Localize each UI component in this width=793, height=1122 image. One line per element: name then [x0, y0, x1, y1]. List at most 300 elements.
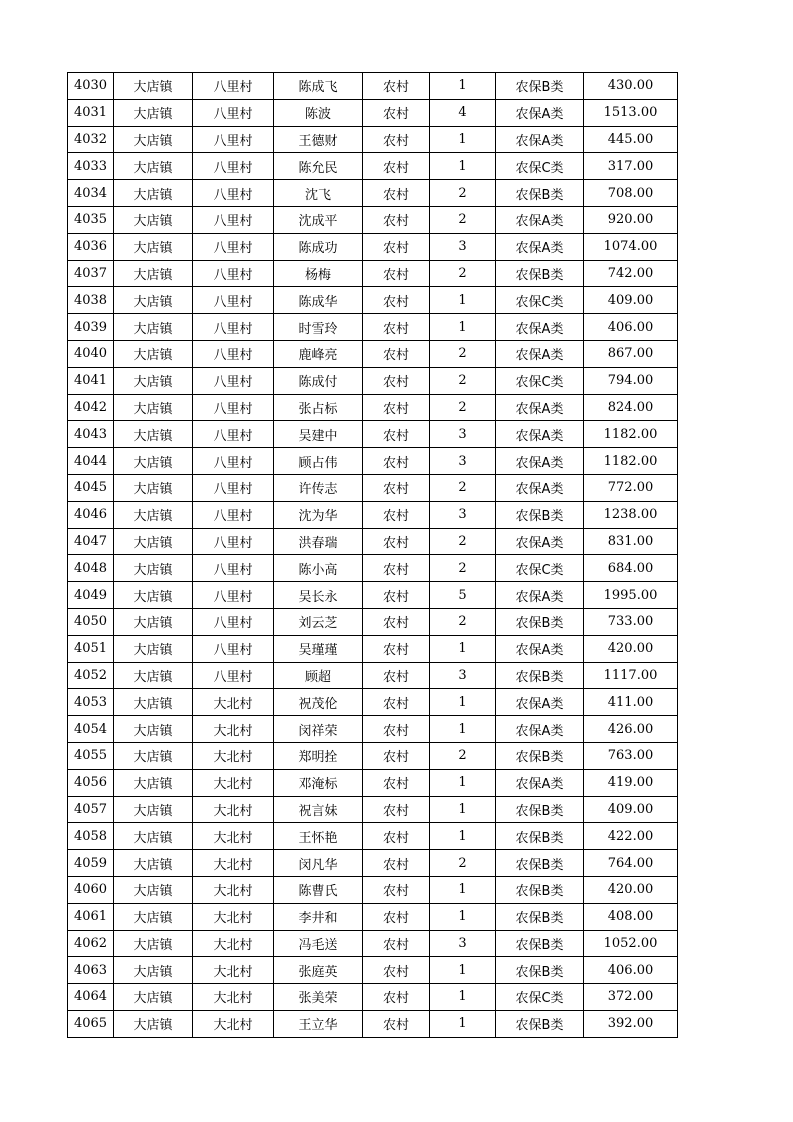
insurance-category-cell: 农保A类 [496, 448, 584, 475]
insurance-category-cell: 农保C类 [496, 367, 584, 394]
table-row [68, 608, 678, 635]
insurance-category-cell: 农保B类 [496, 1010, 584, 1037]
household-count-cell: 2 [430, 608, 496, 635]
row-number-cell: 4057 [68, 796, 114, 823]
records-table [67, 72, 678, 1038]
area-type-cell: 农村 [363, 126, 430, 153]
row-number-cell: 4059 [68, 850, 114, 877]
name-cell: 沈为华 [274, 501, 363, 528]
row-number-cell: 4031 [68, 99, 114, 126]
name-cell: 吴建中 [274, 421, 363, 448]
insurance-category-cell: 农保A类 [496, 421, 584, 448]
table-row [68, 73, 678, 100]
insurance-category-cell: 农保B类 [496, 930, 584, 957]
village-cell: 八里村 [193, 180, 274, 207]
insurance-category-cell: 农保C类 [496, 153, 584, 180]
row-number-cell: 4049 [68, 582, 114, 609]
town-cell: 大店镇 [114, 260, 193, 287]
town-cell: 大店镇 [114, 662, 193, 689]
table-row [68, 474, 678, 501]
village-cell: 八里村 [193, 662, 274, 689]
town-cell: 大店镇 [114, 582, 193, 609]
area-type-cell: 农村 [363, 957, 430, 984]
row-number-cell: 4060 [68, 876, 114, 903]
area-type-cell: 农村 [363, 742, 430, 769]
table-body [68, 73, 678, 1038]
amount-cell: 445.00 [584, 126, 678, 153]
town-cell: 大店镇 [114, 689, 193, 716]
table-row [68, 876, 678, 903]
table-row [68, 769, 678, 796]
amount-cell: 317.00 [584, 153, 678, 180]
area-type-cell: 农村 [363, 876, 430, 903]
household-count-cell: 1 [430, 716, 496, 743]
amount-cell: 772.00 [584, 474, 678, 501]
amount-cell: 409.00 [584, 287, 678, 314]
insurance-category-cell: 农保C类 [496, 555, 584, 582]
household-count-cell: 3 [430, 662, 496, 689]
household-count-cell: 2 [430, 367, 496, 394]
insurance-category-cell: 农保A类 [496, 635, 584, 662]
insurance-category-cell: 农保A类 [496, 233, 584, 260]
table-row [68, 394, 678, 421]
row-number-cell: 4044 [68, 448, 114, 475]
household-count-cell: 1 [430, 126, 496, 153]
amount-cell: 1074.00 [584, 233, 678, 260]
village-cell: 八里村 [193, 474, 274, 501]
name-cell: 许传志 [274, 474, 363, 501]
household-count-cell: 1 [430, 73, 496, 100]
name-cell: 洪春瑞 [274, 528, 363, 555]
table-row [68, 448, 678, 475]
table-row [68, 260, 678, 287]
name-cell: 陈成飞 [274, 73, 363, 100]
household-count-cell: 1 [430, 796, 496, 823]
amount-cell: 1182.00 [584, 421, 678, 448]
row-number-cell: 4043 [68, 421, 114, 448]
name-cell: 王德财 [274, 126, 363, 153]
village-cell: 八里村 [193, 582, 274, 609]
row-number-cell: 4048 [68, 555, 114, 582]
area-type-cell: 农村 [363, 73, 430, 100]
row-number-cell: 4041 [68, 367, 114, 394]
town-cell: 大店镇 [114, 126, 193, 153]
household-count-cell: 3 [430, 421, 496, 448]
village-cell: 八里村 [193, 501, 274, 528]
household-count-cell: 3 [430, 501, 496, 528]
village-cell: 八里村 [193, 448, 274, 475]
insurance-category-cell: 农保B类 [496, 742, 584, 769]
town-cell: 大店镇 [114, 769, 193, 796]
town-cell: 大店镇 [114, 528, 193, 555]
name-cell: 时雪玲 [274, 314, 363, 341]
row-number-cell: 4047 [68, 528, 114, 555]
village-cell: 大北村 [193, 716, 274, 743]
amount-cell: 406.00 [584, 314, 678, 341]
town-cell: 大店镇 [114, 233, 193, 260]
table-row [68, 126, 678, 153]
table-row [68, 635, 678, 662]
town-cell: 大店镇 [114, 394, 193, 421]
table-row [68, 796, 678, 823]
village-cell: 八里村 [193, 608, 274, 635]
insurance-category-cell: 农保A类 [496, 582, 584, 609]
household-count-cell: 3 [430, 930, 496, 957]
household-count-cell: 2 [430, 528, 496, 555]
insurance-category-cell: 农保A类 [496, 394, 584, 421]
area-type-cell: 农村 [363, 340, 430, 367]
name-cell: 王怀艳 [274, 823, 363, 850]
village-cell: 八里村 [193, 421, 274, 448]
amount-cell: 430.00 [584, 73, 678, 100]
name-cell: 张庭英 [274, 957, 363, 984]
amount-cell: 408.00 [584, 903, 678, 930]
table-row [68, 850, 678, 877]
village-cell: 八里村 [193, 126, 274, 153]
household-count-cell: 1 [430, 903, 496, 930]
town-cell: 大店镇 [114, 153, 193, 180]
row-number-cell: 4053 [68, 689, 114, 716]
name-cell: 陈成功 [274, 233, 363, 260]
name-cell: 陈成付 [274, 367, 363, 394]
amount-cell: 1995.00 [584, 582, 678, 609]
row-number-cell: 4061 [68, 903, 114, 930]
town-cell: 大店镇 [114, 984, 193, 1011]
name-cell: 陈允民 [274, 153, 363, 180]
insurance-category-cell: 农保B类 [496, 260, 584, 287]
amount-cell: 1052.00 [584, 930, 678, 957]
area-type-cell: 农村 [363, 769, 430, 796]
household-count-cell: 1 [430, 287, 496, 314]
amount-cell: 392.00 [584, 1010, 678, 1037]
village-cell: 八里村 [193, 73, 274, 100]
insurance-category-cell: 农保B类 [496, 823, 584, 850]
row-number-cell: 4063 [68, 957, 114, 984]
insurance-category-cell: 农保B类 [496, 73, 584, 100]
area-type-cell: 农村 [363, 635, 430, 662]
town-cell: 大店镇 [114, 287, 193, 314]
row-number-cell: 4034 [68, 180, 114, 207]
household-count-cell: 2 [430, 850, 496, 877]
insurance-category-cell: 农保A类 [496, 126, 584, 153]
village-cell: 大北村 [193, 876, 274, 903]
area-type-cell: 农村 [363, 689, 430, 716]
town-cell: 大店镇 [114, 73, 193, 100]
town-cell: 大店镇 [114, 448, 193, 475]
area-type-cell: 农村 [363, 1010, 430, 1037]
amount-cell: 411.00 [584, 689, 678, 716]
amount-cell: 419.00 [584, 769, 678, 796]
name-cell: 杨梅 [274, 260, 363, 287]
table-row [68, 287, 678, 314]
town-cell: 大店镇 [114, 716, 193, 743]
household-count-cell: 1 [430, 635, 496, 662]
name-cell: 顾占伟 [274, 448, 363, 475]
area-type-cell: 农村 [363, 474, 430, 501]
table-row [68, 742, 678, 769]
village-cell: 大北村 [193, 984, 274, 1011]
insurance-category-cell: 农保C类 [496, 984, 584, 1011]
insurance-category-cell: 农保A类 [496, 206, 584, 233]
area-type-cell: 农村 [363, 796, 430, 823]
table-row [68, 180, 678, 207]
household-count-cell: 1 [430, 823, 496, 850]
area-type-cell: 农村 [363, 287, 430, 314]
village-cell: 大北村 [193, 850, 274, 877]
name-cell: 吴长永 [274, 582, 363, 609]
village-cell: 大北村 [193, 823, 274, 850]
household-count-cell: 2 [430, 260, 496, 287]
area-type-cell: 农村 [363, 608, 430, 635]
household-count-cell: 2 [430, 555, 496, 582]
household-count-cell: 1 [430, 1010, 496, 1037]
row-number-cell: 4045 [68, 474, 114, 501]
area-type-cell: 农村 [363, 823, 430, 850]
insurance-category-cell: 农保B类 [496, 501, 584, 528]
table-row [68, 582, 678, 609]
area-type-cell: 农村 [363, 206, 430, 233]
household-count-cell: 3 [430, 448, 496, 475]
village-cell: 大北村 [193, 769, 274, 796]
area-type-cell: 农村 [363, 260, 430, 287]
row-number-cell: 4056 [68, 769, 114, 796]
town-cell: 大店镇 [114, 474, 193, 501]
insurance-category-cell: 农保A类 [496, 474, 584, 501]
amount-cell: 406.00 [584, 957, 678, 984]
town-cell: 大店镇 [114, 957, 193, 984]
name-cell: 闵祥荣 [274, 716, 363, 743]
table-row [68, 367, 678, 394]
table-row [68, 555, 678, 582]
household-count-cell: 2 [430, 394, 496, 421]
village-cell: 八里村 [193, 287, 274, 314]
name-cell: 吴瑾瑾 [274, 635, 363, 662]
name-cell: 李井和 [274, 903, 363, 930]
table-row [68, 153, 678, 180]
amount-cell: 1513.00 [584, 99, 678, 126]
area-type-cell: 农村 [363, 233, 430, 260]
table-row [68, 528, 678, 555]
row-number-cell: 4051 [68, 635, 114, 662]
name-cell: 郑明拴 [274, 742, 363, 769]
insurance-category-cell: 农保A类 [496, 528, 584, 555]
row-number-cell: 4058 [68, 823, 114, 850]
town-cell: 大店镇 [114, 742, 193, 769]
name-cell: 陈波 [274, 99, 363, 126]
village-cell: 八里村 [193, 206, 274, 233]
amount-cell: 742.00 [584, 260, 678, 287]
town-cell: 大店镇 [114, 876, 193, 903]
village-cell: 八里村 [193, 314, 274, 341]
name-cell: 陈小高 [274, 555, 363, 582]
table-row [68, 99, 678, 126]
row-number-cell: 4062 [68, 930, 114, 957]
amount-cell: 867.00 [584, 340, 678, 367]
town-cell: 大店镇 [114, 903, 193, 930]
area-type-cell: 农村 [363, 555, 430, 582]
row-number-cell: 4040 [68, 340, 114, 367]
insurance-category-cell: 农保C类 [496, 287, 584, 314]
row-number-cell: 4037 [68, 260, 114, 287]
amount-cell: 763.00 [584, 742, 678, 769]
name-cell: 刘云芝 [274, 608, 363, 635]
row-number-cell: 4052 [68, 662, 114, 689]
insurance-category-cell: 农保B类 [496, 662, 584, 689]
table-row [68, 421, 678, 448]
village-cell: 大北村 [193, 796, 274, 823]
amount-cell: 708.00 [584, 180, 678, 207]
table-row [68, 340, 678, 367]
town-cell: 大店镇 [114, 421, 193, 448]
insurance-category-cell: 农保A类 [496, 99, 584, 126]
amount-cell: 1117.00 [584, 662, 678, 689]
village-cell: 八里村 [193, 394, 274, 421]
insurance-category-cell: 农保B类 [496, 608, 584, 635]
insurance-category-cell: 农保B类 [496, 903, 584, 930]
amount-cell: 684.00 [584, 555, 678, 582]
amount-cell: 372.00 [584, 984, 678, 1011]
table-row [68, 233, 678, 260]
town-cell: 大店镇 [114, 99, 193, 126]
village-cell: 大北村 [193, 742, 274, 769]
amount-cell: 422.00 [584, 823, 678, 850]
amount-cell: 764.00 [584, 850, 678, 877]
name-cell: 邓淹标 [274, 769, 363, 796]
village-cell: 八里村 [193, 635, 274, 662]
row-number-cell: 4050 [68, 608, 114, 635]
amount-cell: 920.00 [584, 206, 678, 233]
area-type-cell: 农村 [363, 501, 430, 528]
name-cell: 顾超 [274, 662, 363, 689]
table-row [68, 903, 678, 930]
row-number-cell: 4032 [68, 126, 114, 153]
household-count-cell: 1 [430, 689, 496, 716]
name-cell: 祝茂伦 [274, 689, 363, 716]
village-cell: 八里村 [193, 99, 274, 126]
town-cell: 大店镇 [114, 796, 193, 823]
table-row [68, 1010, 678, 1037]
name-cell: 闵凡华 [274, 850, 363, 877]
row-number-cell: 4055 [68, 742, 114, 769]
area-type-cell: 农村 [363, 930, 430, 957]
area-type-cell: 农村 [363, 153, 430, 180]
name-cell: 陈曹氏 [274, 876, 363, 903]
amount-cell: 794.00 [584, 367, 678, 394]
area-type-cell: 农村 [363, 850, 430, 877]
table-row [68, 314, 678, 341]
name-cell: 祝言妹 [274, 796, 363, 823]
household-count-cell: 1 [430, 984, 496, 1011]
table-row [68, 930, 678, 957]
row-number-cell: 4042 [68, 394, 114, 421]
household-count-cell: 1 [430, 769, 496, 796]
village-cell: 八里村 [193, 555, 274, 582]
row-number-cell: 4065 [68, 1010, 114, 1037]
insurance-category-cell: 农保B类 [496, 850, 584, 877]
insurance-category-cell: 农保A类 [496, 314, 584, 341]
town-cell: 大店镇 [114, 340, 193, 367]
insurance-category-cell: 农保B类 [496, 876, 584, 903]
name-cell: 张占标 [274, 394, 363, 421]
village-cell: 八里村 [193, 528, 274, 555]
town-cell: 大店镇 [114, 930, 193, 957]
row-number-cell: 4064 [68, 984, 114, 1011]
insurance-category-cell: 农保A类 [496, 689, 584, 716]
town-cell: 大店镇 [114, 555, 193, 582]
household-count-cell: 3 [430, 233, 496, 260]
amount-cell: 831.00 [584, 528, 678, 555]
name-cell: 冯毛送 [274, 930, 363, 957]
amount-cell: 824.00 [584, 394, 678, 421]
village-cell: 八里村 [193, 260, 274, 287]
area-type-cell: 农村 [363, 528, 430, 555]
town-cell: 大店镇 [114, 635, 193, 662]
village-cell: 八里村 [193, 367, 274, 394]
village-cell: 八里村 [193, 153, 274, 180]
town-cell: 大店镇 [114, 367, 193, 394]
household-count-cell: 2 [430, 742, 496, 769]
area-type-cell: 农村 [363, 180, 430, 207]
row-number-cell: 4035 [68, 206, 114, 233]
town-cell: 大店镇 [114, 180, 193, 207]
area-type-cell: 农村 [363, 903, 430, 930]
table-row [68, 501, 678, 528]
area-type-cell: 农村 [363, 314, 430, 341]
row-number-cell: 4033 [68, 153, 114, 180]
village-cell: 大北村 [193, 1010, 274, 1037]
amount-cell: 426.00 [584, 716, 678, 743]
row-number-cell: 4030 [68, 73, 114, 100]
amount-cell: 1238.00 [584, 501, 678, 528]
table-row [68, 957, 678, 984]
amount-cell: 409.00 [584, 796, 678, 823]
amount-cell: 1182.00 [584, 448, 678, 475]
table-row [68, 716, 678, 743]
village-cell: 大北村 [193, 930, 274, 957]
household-count-cell: 1 [430, 876, 496, 903]
town-cell: 大店镇 [114, 1010, 193, 1037]
household-count-cell: 2 [430, 474, 496, 501]
area-type-cell: 农村 [363, 421, 430, 448]
area-type-cell: 农村 [363, 394, 430, 421]
area-type-cell: 农村 [363, 716, 430, 743]
table-row [68, 689, 678, 716]
town-cell: 大店镇 [114, 206, 193, 233]
household-count-cell: 1 [430, 957, 496, 984]
village-cell: 大北村 [193, 903, 274, 930]
household-count-cell: 1 [430, 314, 496, 341]
town-cell: 大店镇 [114, 823, 193, 850]
name-cell: 鹿峰亮 [274, 340, 363, 367]
amount-cell: 420.00 [584, 876, 678, 903]
village-cell: 八里村 [193, 340, 274, 367]
area-type-cell: 农村 [363, 984, 430, 1011]
household-count-cell: 4 [430, 99, 496, 126]
area-type-cell: 农村 [363, 448, 430, 475]
name-cell: 张美荣 [274, 984, 363, 1011]
table-row [68, 662, 678, 689]
table-row [68, 984, 678, 1011]
household-count-cell: 2 [430, 180, 496, 207]
village-cell: 八里村 [193, 233, 274, 260]
name-cell: 陈成华 [274, 287, 363, 314]
row-number-cell: 4039 [68, 314, 114, 341]
table-row [68, 823, 678, 850]
town-cell: 大店镇 [114, 314, 193, 341]
insurance-category-cell: 农保A类 [496, 340, 584, 367]
village-cell: 大北村 [193, 689, 274, 716]
amount-cell: 420.00 [584, 635, 678, 662]
